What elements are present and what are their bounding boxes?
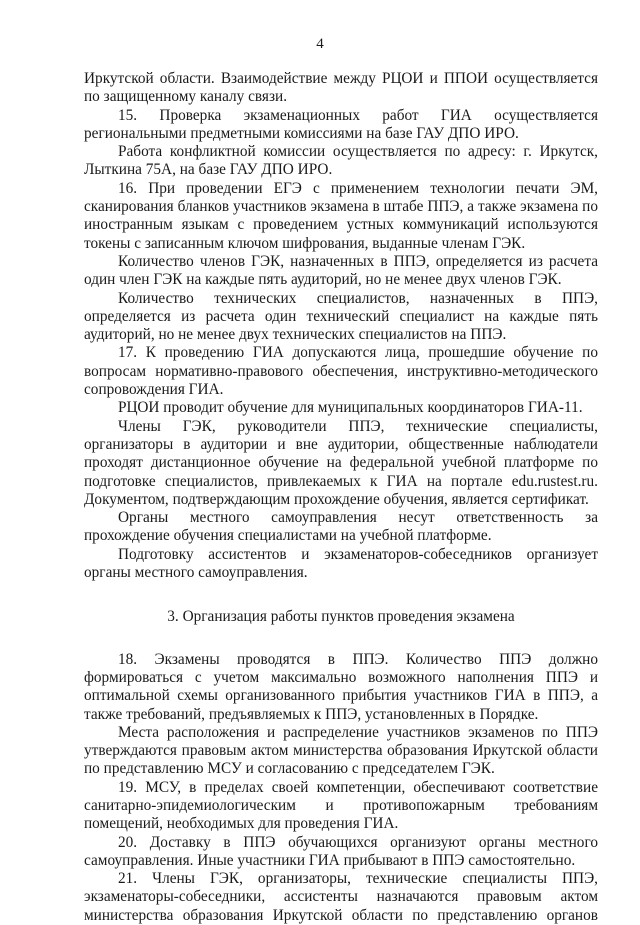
paragraph-local-authority-responsibility: Органы местного самоуправления несут ответственность за прохождение обучения специалистами на учебной платформе. [84,509,598,545]
paragraph-15: 15. Проверка экзаменационных работ ГИА осуществляется региональными предметными комиссиями на базе ГАУ ДПО ИРО. [84,106,598,142]
paragraph-20: 20. Доставку в ППЭ обучающихся организуют органы местного самоуправления. Иные участники ГИА прибывают в ППЭ самостоятельно. [84,833,598,869]
paragraph-gek-members: Количество членов ГЭК, назначенных в ППЭ, определяется из расчета один член ГЭК на каждые пять аудиторий, но не менее двух членов ГЭК. [84,252,598,289]
paragraph-distance-training: Члены ГЭК, руководители ППЭ, технические специалисты, организаторы в аудитории и вне аудитории, общественные наблюдатели проходят дистанционное обучение на федеральной учебной платформе по подготовке специалистов, привлекаемых к ГИА на портале edu.rustest.ru. Документом, подтверждающим прохождение обучения, является сертификат. [84,417,598,508]
paragraph-assistants: Подготовку ассистентов и экзаменаторов-собеседников организует органы местного самоуправления. [84,545,598,582]
document-body [84,70,598,925]
paragraph-19: 19. МСУ, в пределах своей компетенции, обеспечивают соответствие санитарно-эпидемиологическим и противопожарным требованиям помещений, необходимых для проведения ГИА. [84,778,598,833]
page-number: 4 [316,36,324,52]
paragraph-conflict-commission: Работа конфликтной комиссии осуществляется по адресу: г. Иркутск, Лыткина 75А, на базе ГАУ ДПО ИРО. [84,143,598,179]
section-heading: 3. Организация работы пунктов проведения экзамена [167,608,515,626]
paragraph-rcoi-training: РЦОИ проводит обучение для муниципальных координаторов ГИА-11. [118,399,583,417]
paragraph-continuation: Иркутской области. Взаимодействие между РЦОИ и ППОИ осуществляется по защищенному каналу связи. [84,70,598,106]
paragraph-tech-specialists: Количество технических специалистов, назначенных в ППЭ, определяется из расчета один технический специалист на каждые пять аудиторий, но не менее двух технических специалистов на ППЭ. [84,289,598,344]
paragraph-17: 17. К проведению ГИА допускаются лица, прошедшие обучение по вопросам нормативно-правового обеспечения, инструктивно-методического сопровождения ГИА. [84,344,598,399]
paragraph-21: 21. Члены ГЭК, организаторы, технические специалисты ППЭ, экзаменаторы-собеседники, ассистенты назначаются правовым актом министерства образования Иркутской области по представлению органов [84,870,598,924]
paragraph-16: 16. При проведении ЕГЭ с применением технологии печати ЭМ, сканирования бланков участников экзамена в штабе ППЭ, а также экзамена по иностранным языкам с проведением устных коммуникаций используются токены с записанным ключом шифрования, выданные членам ГЭК. [84,179,598,252]
paragraph-ppe-locations: Места расположения и распределение участников экзаменов по ППЭ утверждаются правовым актом министерства образования Иркутской области по представлению МСУ и согласованию с председателем ГЭК. [84,723,598,778]
paragraph-18: 18. Экзамены проводятся в ППЭ. Количество ППЭ должно формироваться с учетом максимально возможного наполнения ППЭ и оптимальной схемы организованного прибытия участников ГИА в ППЭ, а также требований, предъявляемых к ППЭ, установленных в Порядке. [84,650,598,723]
